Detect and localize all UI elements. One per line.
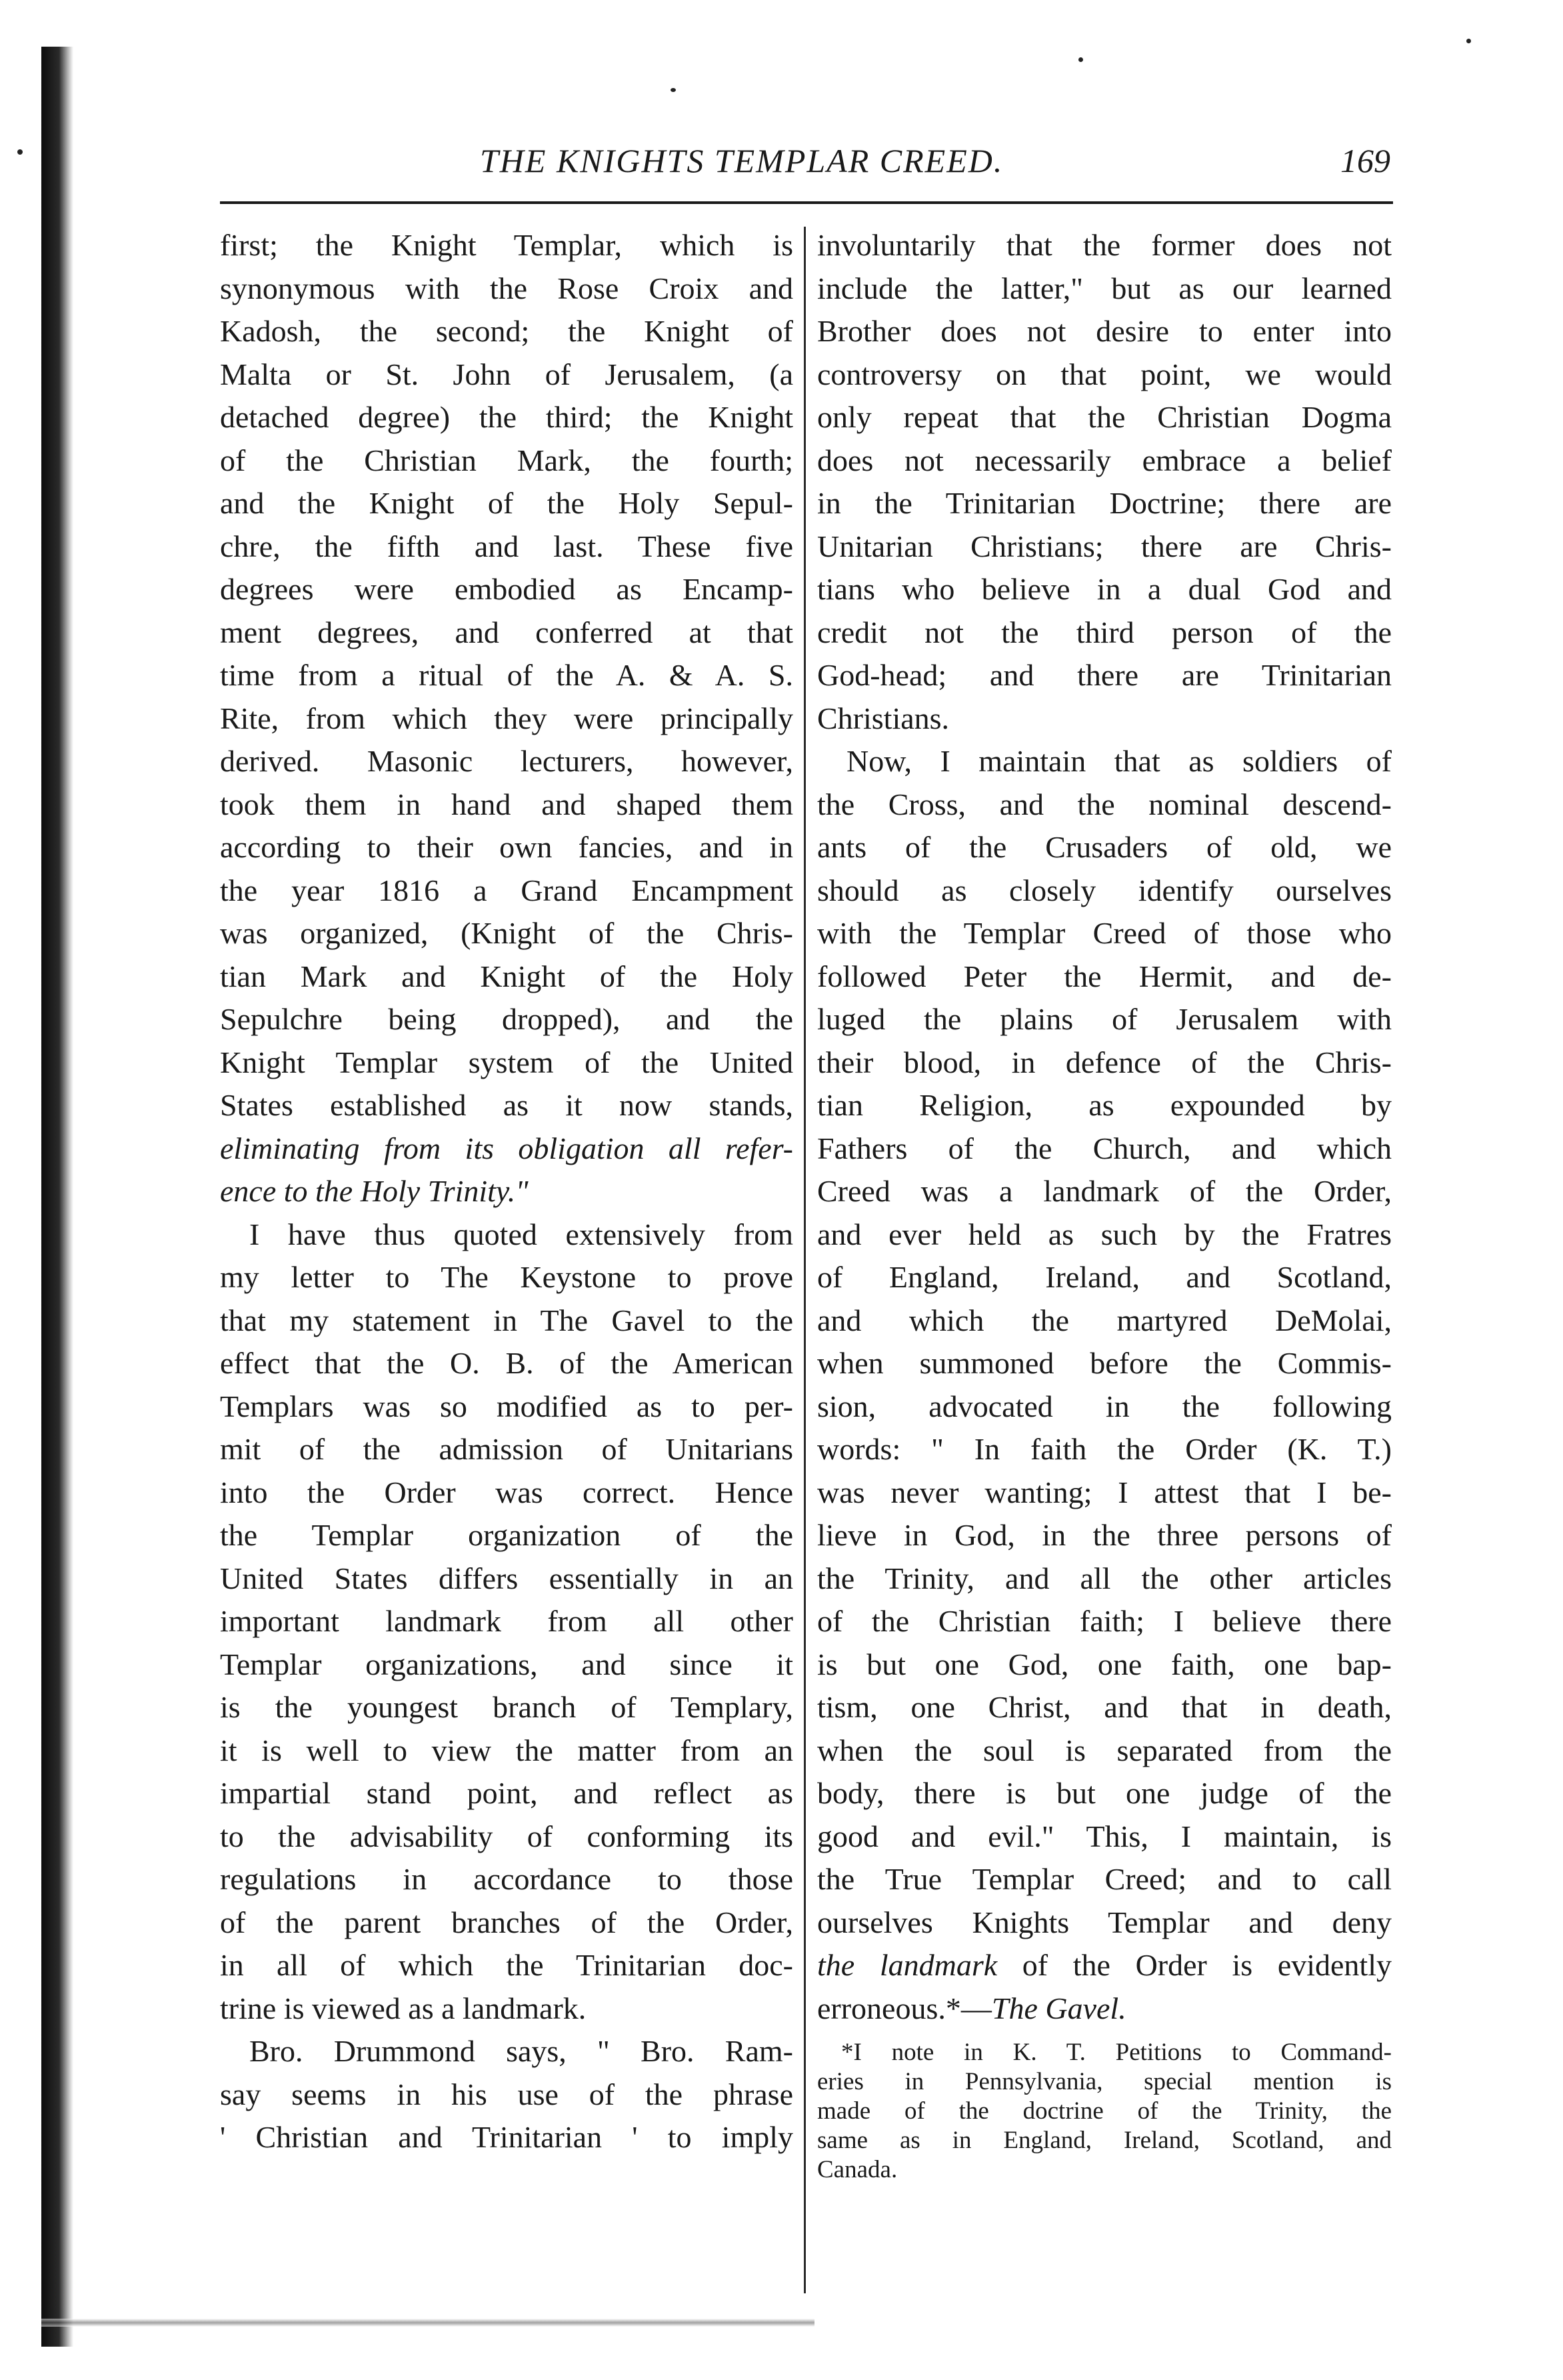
text-line: tism, one Christ, and that in death, xyxy=(817,1690,1392,1724)
text-line: mit of the admission of Unitarians xyxy=(220,1432,793,1466)
text-line: important landmark from all other xyxy=(220,1604,793,1638)
text-line: erroneous.*—The Gavel. xyxy=(817,1991,1126,2025)
text-line: of the Christian faith; I believe there xyxy=(817,1604,1392,1638)
text-line: chre, the fifth and last. These five xyxy=(220,529,793,563)
text-line: of the parent branches of the Order, xyxy=(220,1905,793,1939)
text-line: Creed was a landmark of the Order, xyxy=(817,1174,1392,1208)
text-line: their blood, in defence of the Chris- xyxy=(817,1045,1392,1079)
text-line: should as closely identify ourselves xyxy=(817,873,1392,907)
text-line: in all of which the Trinitarian doc- xyxy=(220,1948,793,1982)
text-line: derived. Masonic lecturers, however, xyxy=(220,744,793,778)
text-line: Rite, from which they were principally xyxy=(220,701,793,735)
text-line: tians who believe in a dual God and xyxy=(817,572,1392,606)
text-line: credit not the third person of the xyxy=(817,615,1392,649)
footnote xyxy=(817,2038,1392,2185)
text-line: only repeat that the Christian Dogma xyxy=(817,400,1392,434)
text-line: of the Christian Mark, the fourth; xyxy=(220,443,793,477)
text-line: tian Mark and Knight of the Holy xyxy=(220,959,793,993)
text-line: States established as it now stands, xyxy=(220,1088,793,1122)
text-line: United States differs essentially in an xyxy=(220,1561,793,1595)
text-line: eries in Pennsylvania, special mention is xyxy=(817,2068,1392,2095)
text-line: words: " In faith the Order (K. T.) xyxy=(817,1432,1392,1466)
right-column-body xyxy=(817,224,1392,2030)
text-line: effect that the O. B. of the American xyxy=(220,1346,793,1380)
text-line: Templars was so modified as to per- xyxy=(220,1389,793,1423)
page-header xyxy=(220,141,1398,195)
text-line: the Templar organization of the xyxy=(220,1518,793,1552)
text-line: the landmark of the Order is evidently xyxy=(817,1948,1392,1982)
column-divider xyxy=(804,227,806,2293)
text-line: Sepulchre being dropped), and the xyxy=(220,1002,793,1036)
text-line: is the youngest branch of Templary, xyxy=(220,1690,793,1724)
text-line: sion, advocated in the following xyxy=(817,1389,1392,1423)
text-line: ence to the Holy Trinity." xyxy=(220,1174,529,1208)
text-line: detached degree) the third; the Knight xyxy=(220,400,793,434)
scanned-page-binding-edge xyxy=(41,47,73,2347)
text-line: the True Templar Creed; and to call xyxy=(817,1862,1392,1896)
text-line: the Trinity, and all the other articles xyxy=(817,1561,1392,1595)
text-line: to the advisability of conforming its xyxy=(220,1819,793,1853)
text-line: good and evil." This, I maintain, is xyxy=(817,1819,1392,1853)
text-line: Knight Templar system of the United xyxy=(220,1045,793,1079)
text-line: trine is viewed as a landmark. xyxy=(220,1991,587,2025)
text-line: luged the plains of Jerusalem with xyxy=(817,1002,1392,1036)
text-line: Unitarian Christians; there are Chris- xyxy=(817,529,1392,563)
text-line: body, there is but one judge of the xyxy=(817,1776,1392,1810)
text-line: first; the Knight Templar, which is xyxy=(220,228,793,262)
text-line: my letter to The Keystone to prove xyxy=(220,1260,793,1294)
text-line: of England, Ireland, and Scotland, xyxy=(817,1260,1392,1294)
text-line: lieve in God, in the three persons of xyxy=(817,1518,1392,1552)
text-line: eliminating from its obligation all refer- xyxy=(220,1131,793,1165)
text-line: impartial stand point, and reflect as xyxy=(220,1776,793,1810)
text-line: synonymous with the Rose Croix and xyxy=(220,271,793,305)
text-line: Bro. Drummond says, " Bro. Ram- xyxy=(249,2034,793,2068)
right-column xyxy=(817,224,1392,2185)
text-line: Malta or St. John of Jerusalem, (a xyxy=(220,357,793,391)
text-line: include the latter," but as our learned xyxy=(817,271,1392,305)
text-line: controversy on that point, we would xyxy=(817,357,1392,391)
left-column xyxy=(220,224,793,2159)
text-line: took them in hand and shaped them xyxy=(220,787,793,821)
text-line: is but one God, one faith, one bap- xyxy=(817,1647,1392,1681)
text-line: degrees were embodied as Encamp- xyxy=(220,572,793,606)
text-line: the Cross, and the nominal descend- xyxy=(817,787,1392,821)
header-rule xyxy=(220,201,1393,204)
text-line: same as in England, Ireland, Scotland, and xyxy=(817,2127,1392,2154)
text-line: according to their own fancies, and in xyxy=(220,830,793,864)
text-line: was never wanting; I attest that I be- xyxy=(817,1475,1392,1509)
scan-speck xyxy=(1078,57,1083,62)
text-line: with the Templar Creed of those who xyxy=(817,916,1392,950)
text-line: the year 1816 a Grand Encampment xyxy=(220,873,793,907)
page-number: 169 xyxy=(1340,142,1390,179)
text-line: Brother does not desire to enter into xyxy=(817,314,1392,348)
text-line: into the Order was correct. Hence xyxy=(220,1475,793,1509)
text-line: when the soul is separated from the xyxy=(817,1733,1392,1767)
text-line: Christians. xyxy=(817,701,950,735)
text-line: Canada. xyxy=(817,2156,898,2183)
text-line: involuntarily that the former does not xyxy=(817,228,1392,262)
text-line: was organized, (Knight of the Chris- xyxy=(220,916,793,950)
text-line: made of the doctrine of the Trinity, the xyxy=(817,2097,1392,2125)
text-line: *I note in K. T. Petitions to Command- xyxy=(841,2039,1392,2066)
text-line: time from a ritual of the A. & A. S. xyxy=(220,658,793,692)
text-line: that my statement in The Gavel to the xyxy=(220,1303,793,1337)
text-line: Kadosh, the second; the Knight of xyxy=(220,314,793,348)
text-line: I have thus quoted extensively from xyxy=(249,1217,793,1251)
text-line: Templar organizations, and since it xyxy=(220,1647,793,1681)
scan-speck xyxy=(1466,39,1471,43)
text-line: and which the martyred DeMolai, xyxy=(817,1303,1392,1337)
text-line: does not necessarily embrace a belief xyxy=(817,443,1392,477)
text-line: God-head; and there are Trinitarian xyxy=(817,658,1392,692)
text-line: Now, I maintain that as soldiers of xyxy=(846,744,1392,778)
scanned-page-bottom-edge xyxy=(41,2319,814,2327)
running-title: THE KNIGHTS TEMPLAR CREED. xyxy=(480,142,1004,179)
text-line: ' Christian and Trinitarian ' to imply xyxy=(220,2120,793,2154)
scan-speck xyxy=(17,149,23,155)
scan-speck xyxy=(671,88,676,92)
text-line: tian Religion, as expounded by xyxy=(817,1088,1392,1122)
text-line: say seems in his use of the phrase xyxy=(220,2077,793,2111)
text-line: ourselves Knights Templar and deny xyxy=(817,1905,1392,1939)
text-line: and ever held as such by the Fratres xyxy=(817,1217,1392,1251)
text-line: followed Peter the Hermit, and de- xyxy=(817,959,1392,993)
text-line: in the Trinitarian Doctrine; there are xyxy=(817,486,1392,520)
text-line: it is well to view the matter from an xyxy=(220,1733,793,1767)
text-line: and the Knight of the Holy Sepul- xyxy=(220,486,793,520)
text-line: Fathers of the Church, and which xyxy=(817,1131,1392,1165)
text-line: ment degrees, and conferred at that xyxy=(220,615,793,649)
text-line: ants of the Crusaders of old, we xyxy=(817,830,1392,864)
text-line: regulations in accordance to those xyxy=(220,1862,793,1896)
text-line: when summoned before the Commis- xyxy=(817,1346,1392,1380)
